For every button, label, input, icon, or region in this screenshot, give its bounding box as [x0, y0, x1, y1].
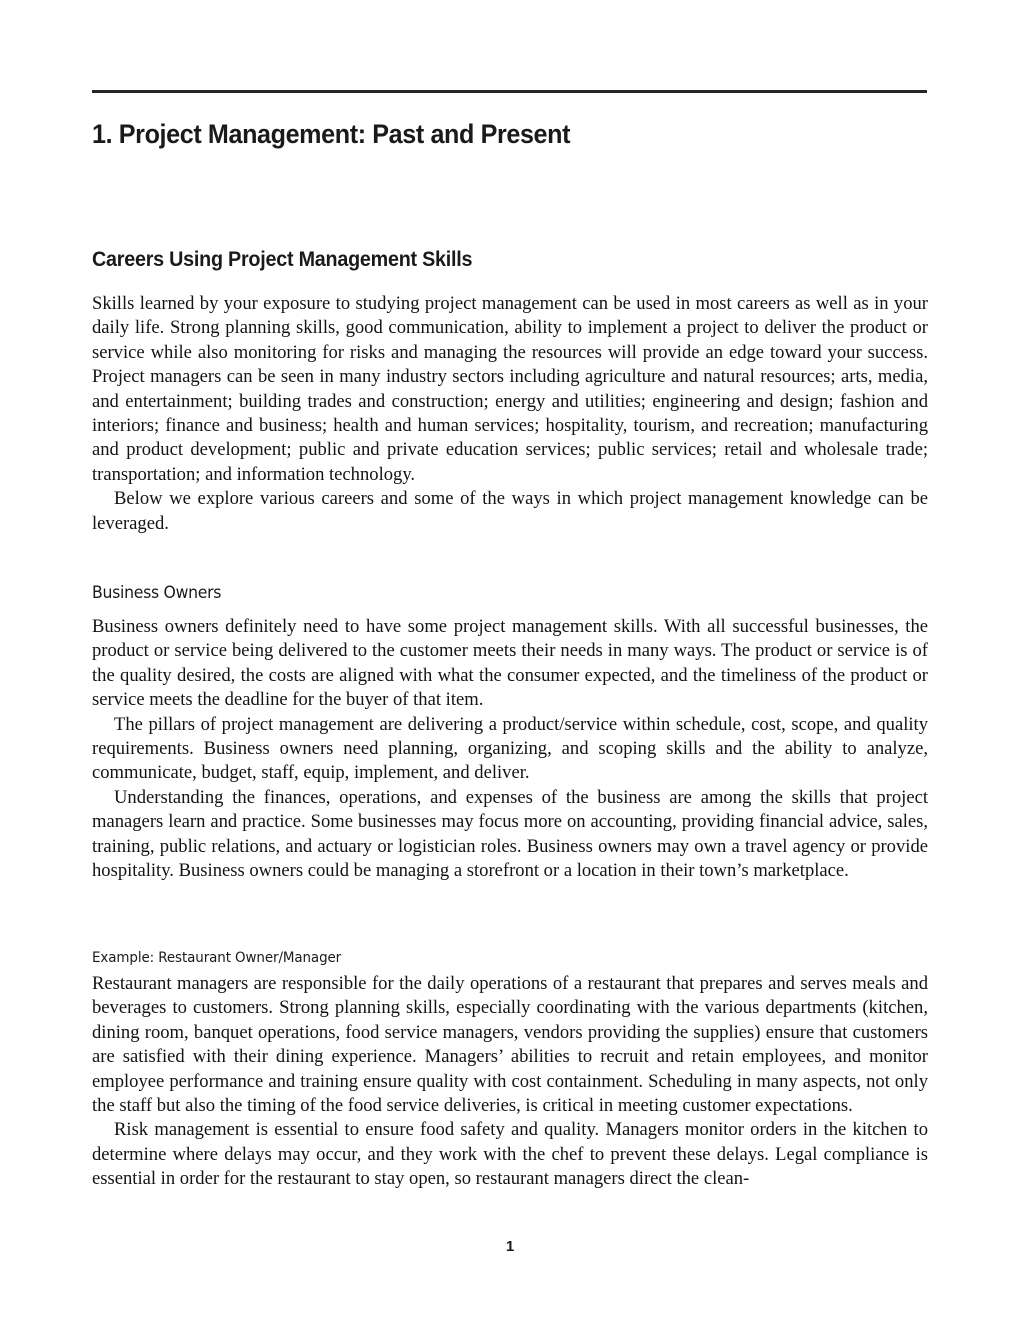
paragraph: Understanding the finances, operations, and expenses of the business are among the skills that project managers learn and practice. Some businesses may focus more on accounting, providing financial advice, sales, training, public relations, and actuary or logistician roles. Business owners may own a travel agency or provide hospitality. Business owners could be managing a storefront or a location in their town’s marketplace. [92, 786, 928, 882]
paragraph: Restaurant managers are responsible for the daily operations of a restaurant that prepares and serves meals and beverages to customers. Strong planning skills, especially coordinating with the various departments (kitchen, dining room, banquet operations, food service managers, vendors providing the supplies) ensure that customers are satisfied with their dining experience. Managers’ abilities to recruit and retain employees, and monitor employee performance and training ensure quality with cost containment. Scheduling in many aspects, not only the staff but also the timing of the food service deliveries, is critical in meeting customer expectations. [92, 973, 928, 1117]
subheading-business-owners: Business Owners [92, 582, 222, 602]
careers-body [92, 292, 928, 536]
business-owners-body [92, 615, 928, 883]
page-number: 1 [505, 1238, 515, 1255]
paragraph: Business owners definitely need to have some project management skills. With all successful businesses, the product or service being delivered to the customer meets their needs in many ways. The product or service is of the quality desired, the costs are aligned with what the consumer expected, and the timeliness of the product or service meets the deadline for the buyer of that item. [92, 616, 928, 711]
chapter-title: 1. Project Management: Past and Present [92, 119, 571, 150]
chapter-rule [92, 90, 927, 93]
paragraph: Below we explore various careers and some of the ways in which project management knowledge can be leveraged. [92, 488, 928, 534]
paragraph: Risk management is essential to ensure food safety and quality. Managers monitor orders in the kitchen to determine where delays may occur, and they work with the chef to prevent these delays. Legal compliance is essential in order for the restaurant to stay open, so restaurant managers direct the clean- [92, 1119, 928, 1190]
restaurant-example-body [92, 972, 928, 1192]
paragraph: Skills learned by your exposure to studying project management can be used in most careers as well as in your daily life. Strong planning skills, good communication, ability to implement a project to deliver the product or service while also monitoring for risks and managing the resources will provide an edge toward your success. Project managers can be seen in many industry sectors including agriculture and natural resources; arts, media, and entertainment; building trades and construction; energy and utilities; engineering and design; fashion and interiors; finance and business; health and human services; hospitality, tourism, and recreation; manufacturing and product development; public and private education services; public services; retail and wholesale trade; transportation; and information technology. [92, 293, 928, 485]
section-heading-careers: Careers Using Project Management Skills [92, 248, 473, 272]
subheading-example-restaurant: Example: Restaurant Owner/Manager [92, 949, 342, 966]
paragraph: The pillars of project management are delivering a product/service within schedule, cost, scope, and quality requirements. Business owners need planning, organizing, and scoping skills and the ability to analyze, communicate, budget, staff, equip, implement, and deliver. [92, 713, 928, 784]
